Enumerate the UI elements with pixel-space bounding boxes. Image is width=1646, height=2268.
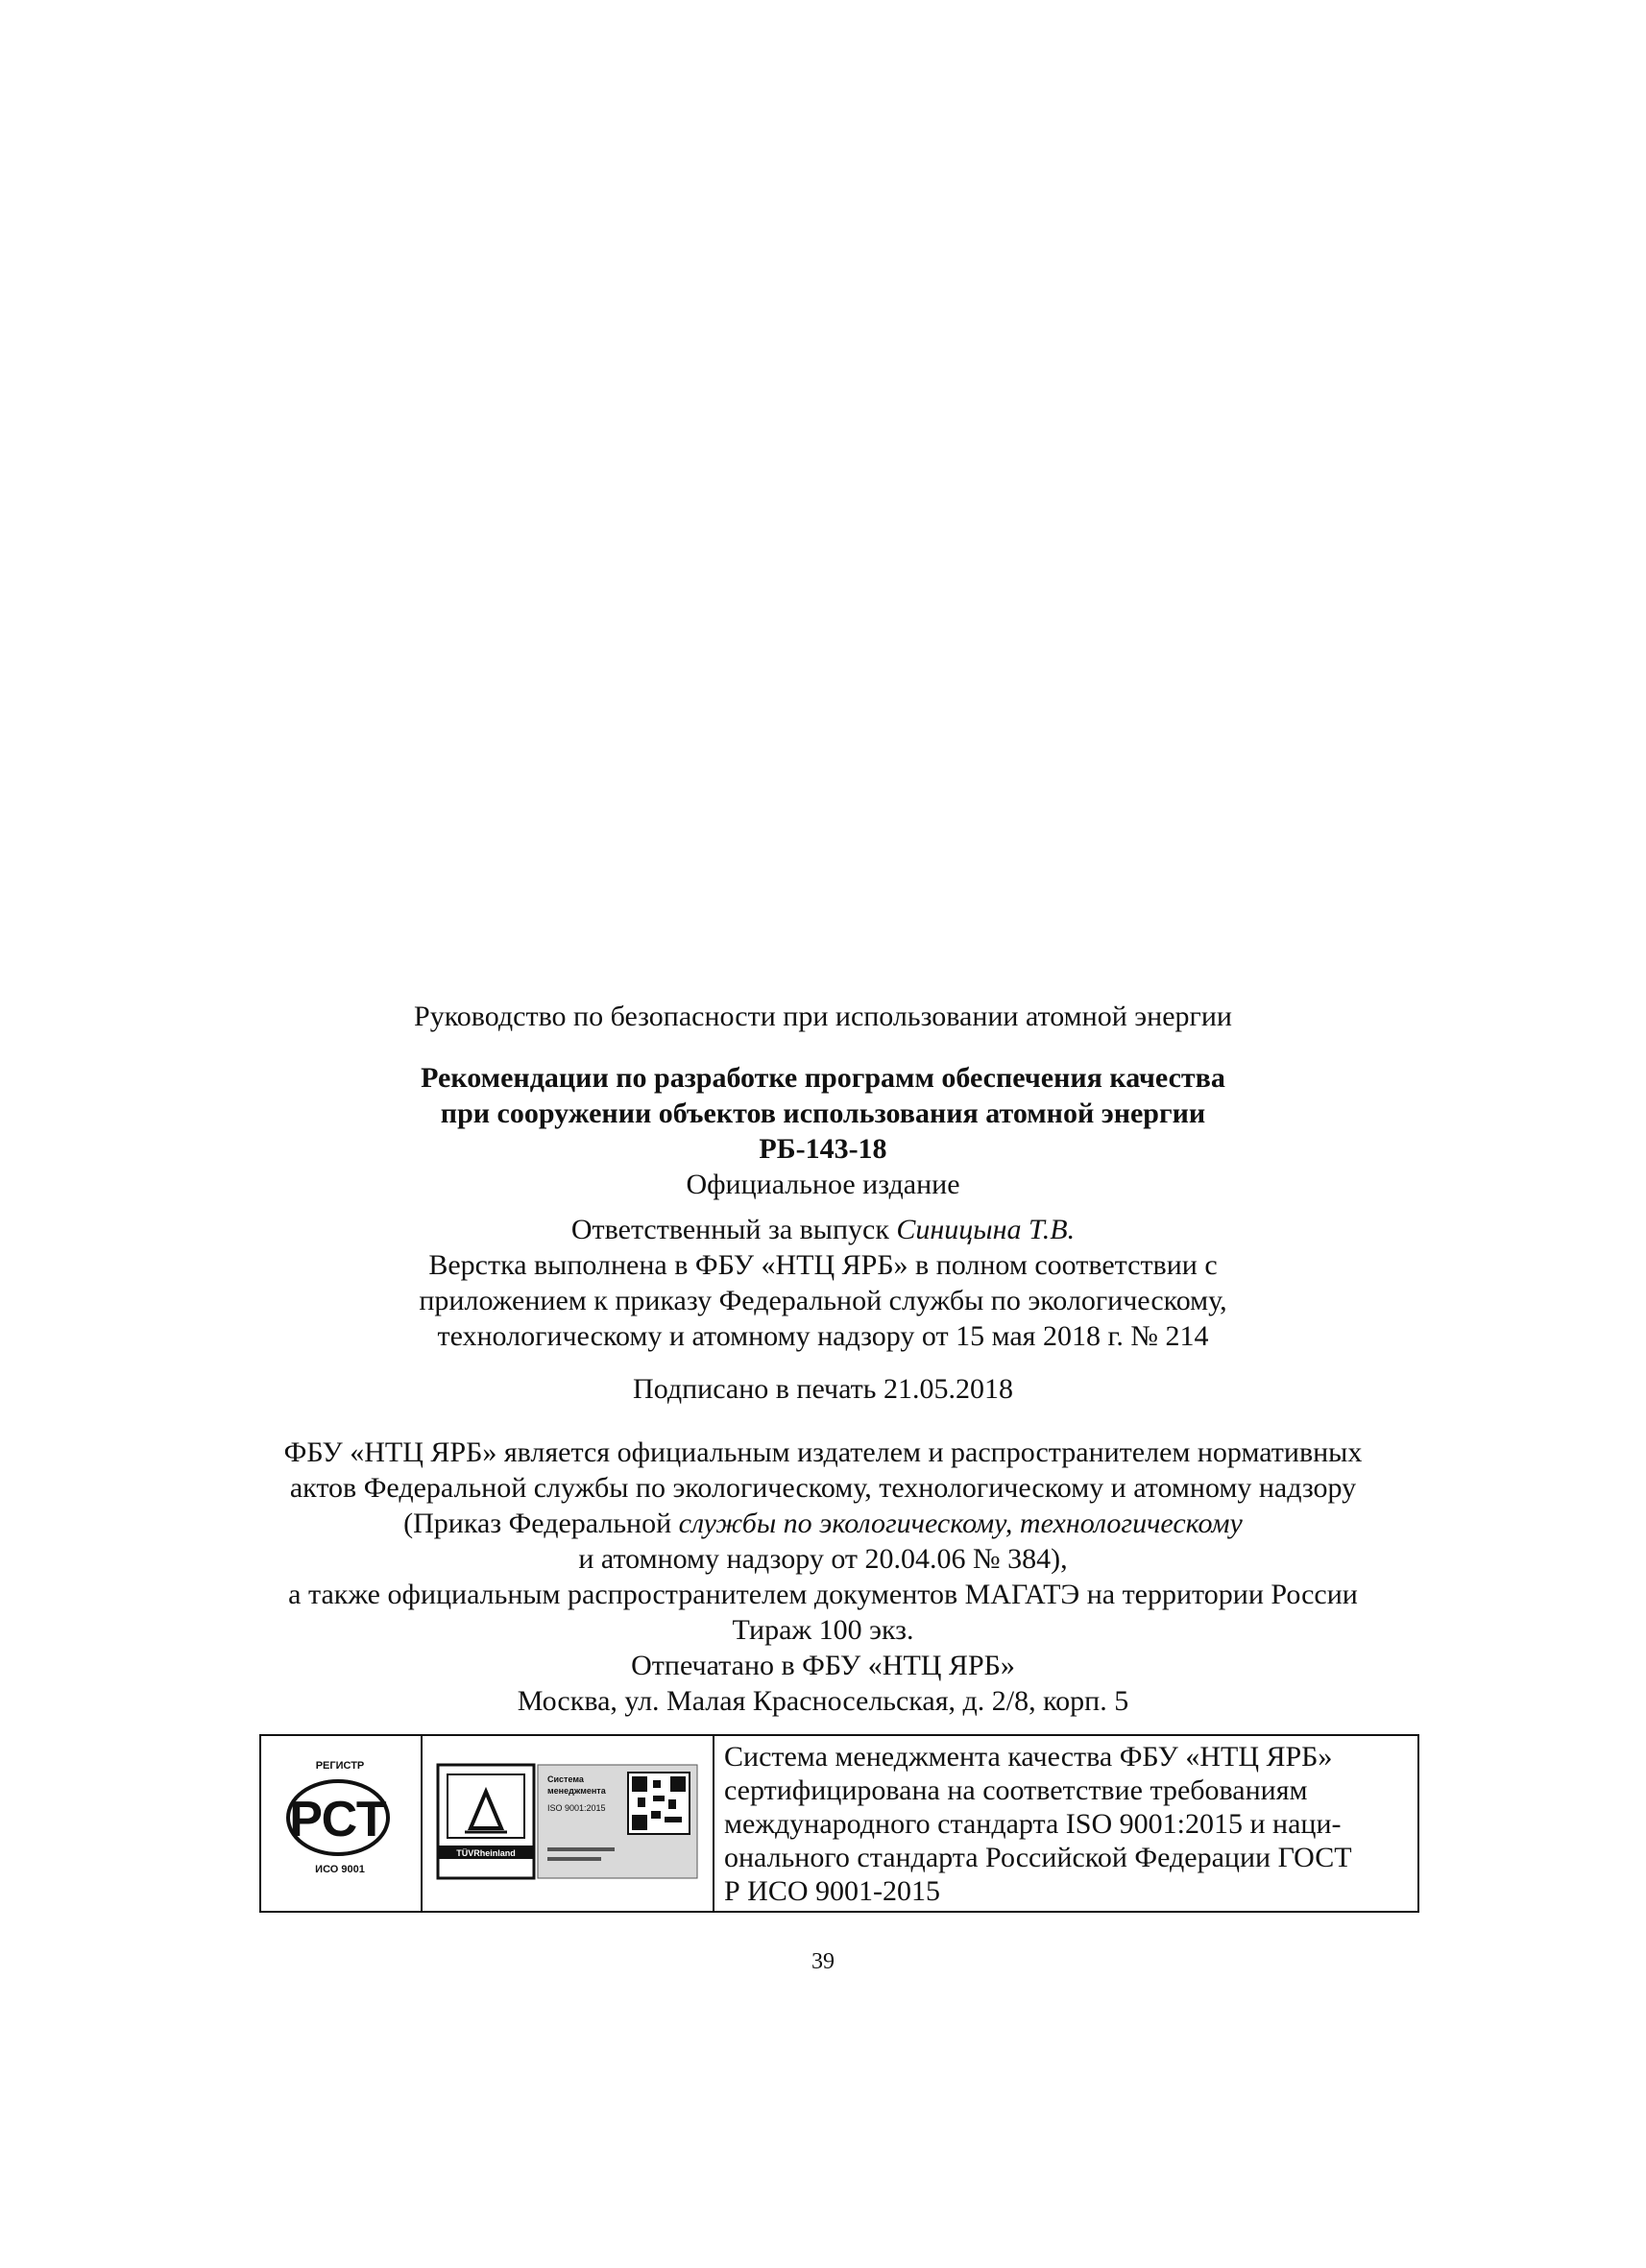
rst-top-text: РЕГИСТР — [315, 1760, 365, 1772]
page-number: 39 — [811, 1949, 835, 1974]
circulation: Тираж 100 экз. — [732, 1614, 914, 1646]
qr-code-icon — [628, 1773, 690, 1834]
publisher-line-1: ФБУ «НТЦ ЯРБ» является официальным издателем и распространителем нормативных — [283, 1436, 1363, 1468]
publisher-block — [0, 1435, 1646, 1719]
title-line-1: Рекомендации по разработке программ обеспечения качества — [421, 1062, 1225, 1094]
cert-text-line-1: Система менеджмента качества ФБУ «НТЦ ЯРБ» — [724, 1741, 1333, 1773]
publisher-line-4: и атомному надзору от 20.04.06 № 384), — [578, 1543, 1068, 1575]
document-title-block — [0, 1060, 1646, 1202]
cert-text-line-3: международного стандарта ISO 9001:2015 и наци- — [724, 1808, 1342, 1840]
layout-line-1: Верстка выполнена в ФБУ «НТЦ ЯРБ» в полном соответствии с — [428, 1249, 1218, 1281]
publisher-line-3-italic: службы по экологическому, технологическому — [671, 1508, 1243, 1539]
responsible-label: Ответственный за выпуск — [570, 1214, 889, 1245]
cert-text-line-4: онального стандарта Российской Федерации ГОСТ — [724, 1842, 1352, 1873]
tuv-label-1: Система — [547, 1774, 584, 1784]
series-line: Руководство по безопасности при использовании атомной энергии — [414, 1001, 1232, 1032]
printed-at: Отпечатано в ФБУ «НТЦ ЯРБ» — [631, 1650, 1015, 1681]
layout-line-3: технологическому и атомному надзору от 15 мая 2018 г. № 214 — [437, 1320, 1209, 1352]
tuv-label-2: менеджмента — [547, 1786, 606, 1796]
responsible-name: Синицына Т.В. — [896, 1214, 1076, 1245]
series-line-block — [0, 999, 1646, 1034]
signed-to-print: Подписано в печать 21.05.2018 — [633, 1373, 1013, 1405]
rst-logo-cell — [261, 1736, 423, 1911]
certification-table — [259, 1734, 1419, 1913]
publisher-line-3-prefix: (Приказ Федеральной — [403, 1508, 672, 1539]
publisher-line-2: актов Федеральной службы по экологическому, технологическому и атомному надзору — [289, 1472, 1357, 1504]
signed-block — [0, 1371, 1646, 1407]
certification-text-cell — [714, 1736, 1417, 1911]
title-line-2: при сооружении объектов использования атомной энергии — [440, 1098, 1206, 1129]
rst-mark-text: РСТ — [289, 1792, 387, 1847]
document-code: РБ-143-18 — [759, 1133, 887, 1165]
tuv-logo-cell — [423, 1736, 714, 1911]
responsible-block — [0, 1212, 1646, 1354]
cert-text-line-5: Р ИСО 9001-2015 — [724, 1875, 941, 1907]
cert-text-line-2: сертифицирована на соответствие требованиям — [724, 1774, 1308, 1806]
publisher-line-5: а также официальным распространителем документов МАГАТЭ на территории России — [288, 1579, 1358, 1610]
publisher-line-3 — [0, 1506, 1646, 1541]
rst-logo-icon — [261, 1736, 419, 1911]
layout-line-2: приложением к приказу Федеральной службы по экологическому, — [419, 1285, 1227, 1316]
tuv-brand-text: TÜVRheinland — [456, 1848, 516, 1858]
tuv-certification-mark-icon — [423, 1736, 711, 1911]
edition-label: Официальное издание — [686, 1169, 960, 1200]
publisher-address: Москва, ул. Малая Красносельская, д. 2/8, корп. 5 — [517, 1685, 1129, 1717]
rst-bottom-text: ИСО 9001 — [315, 1864, 365, 1875]
tuv-standard-text: ISO 9001:2015 — [547, 1803, 606, 1813]
responsible-line — [0, 1212, 1646, 1247]
